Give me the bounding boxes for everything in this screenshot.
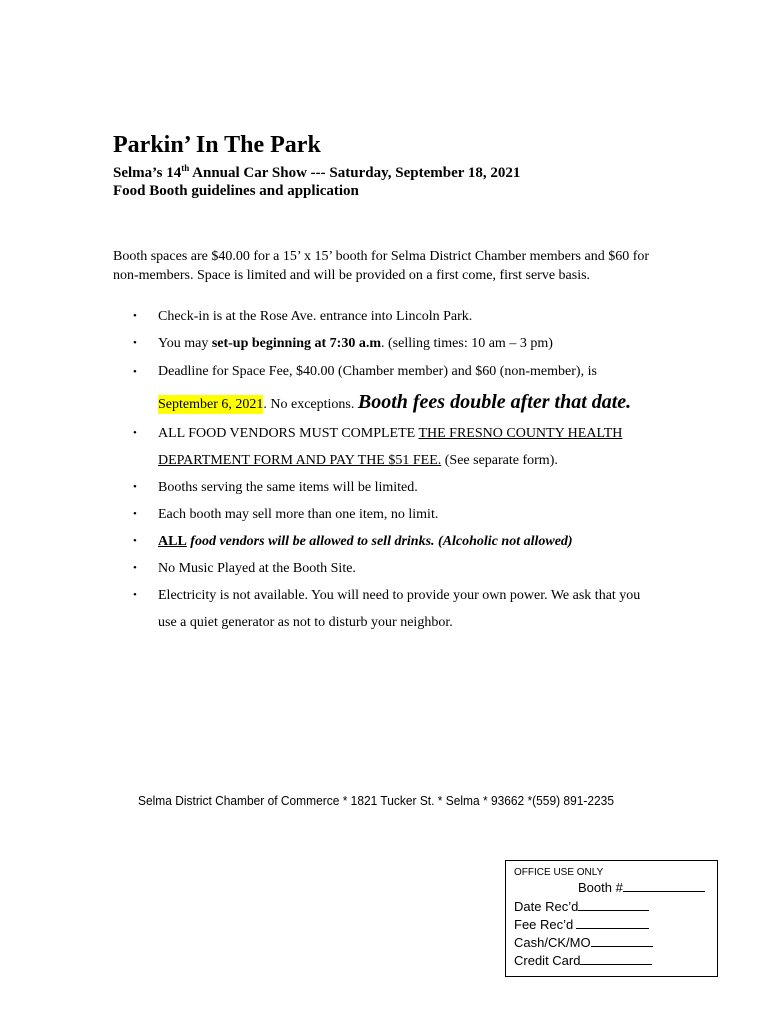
bullet-icon: • <box>133 508 137 520</box>
rule-electricity <box>113 582 658 636</box>
bullet-icon: • <box>133 535 137 547</box>
bullet-icon: • <box>133 481 137 493</box>
office-use-box <box>505 860 718 977</box>
rule-multiple-items <box>113 501 658 528</box>
rule-text: Deadline for Space Fee, $40.00 (Chamber member) and $60 (non-member), is <box>158 364 597 379</box>
footer-contact: Selma District Chamber of Commerce * 1821 Tucker St. * Selma * 93662 *(559) 891-2235 <box>138 793 614 808</box>
intro-paragraph: Booth spaces are $40.00 for a 15’ x 15’ booth for Selma District Chamber members and $60 for non-members. Space is limited and will be provided on a first come, first serve basis. <box>113 249 650 283</box>
rule-text: Check-in is at the Rose Ave. entrance into Lincoln Park. <box>158 309 473 324</box>
rule-text: No Music Played at the Booth Site. <box>158 561 356 576</box>
bullet-icon: • <box>133 562 137 574</box>
rule-text-bold: set-up beginning at 7:30 a.m <box>211 336 381 351</box>
rule-text-underlined: THE FRESNO COUNTY HEALTH DEPARTMENT FORM AND PAY THE $51 FEE. <box>158 426 623 468</box>
date-received-line <box>578 899 649 911</box>
deadline-date-highlight: September 6, 2021 <box>158 397 264 412</box>
rule-text: . (selling times: 10 am – 3 pm) <box>381 336 553 351</box>
rules-list <box>113 303 658 636</box>
payment-method-field[interactable] <box>514 935 653 950</box>
office-use-heading: OFFICE USE ONLY <box>514 867 604 878</box>
rule-text: You may <box>158 336 212 351</box>
booth-number-label: Booth # <box>578 880 623 895</box>
rule-drinks <box>113 528 658 555</box>
fee-received-field[interactable] <box>514 917 649 932</box>
event-subtitle-rest: Annual Car Show --- Saturday, September 18, 2021 <box>189 165 521 181</box>
page-title: Parkin’ In The Park <box>113 132 321 158</box>
booth-number-line <box>623 880 705 892</box>
bullet-icon: • <box>133 310 137 322</box>
rule-health-form <box>113 420 658 474</box>
rule-text: ALL FOOD VENDORS MUST COMPLETE <box>158 426 419 441</box>
guidelines-subtitle: Food Booth guidelines and application <box>113 183 359 199</box>
date-received-label: Date Rec’d <box>514 899 579 914</box>
rule-text-bold-italic: food vendors will be allowed to sell drinks. <box>186 534 435 549</box>
date-received-field[interactable] <box>514 899 649 914</box>
rule-text: (See separate form). <box>441 453 558 468</box>
rule-text: Each booth may sell more than one item, no limit. <box>158 507 439 522</box>
credit-card-label: Credit Card <box>514 953 581 968</box>
credit-card-field[interactable] <box>514 953 652 968</box>
fee-warning: Booth fees double after that date. <box>357 391 632 413</box>
fee-received-label: Fee Rec’d <box>514 917 574 932</box>
bullet-icon: • <box>133 589 137 601</box>
rule-text: Booths serving the same items will be limited. <box>158 480 418 495</box>
payment-method-line <box>591 935 653 947</box>
rule-text-emphasis: ALL <box>158 534 187 549</box>
rule-text: Electricity is not available. You will need to provide your own power. We ask that you use a quiet generator as not to disturb your neighbor. <box>158 588 641 630</box>
rule-no-music <box>113 555 658 582</box>
bullet-icon: • <box>133 366 137 378</box>
event-subtitle-prefix: Selma’s 14 <box>113 165 182 181</box>
rule-deadline <box>113 357 658 420</box>
rule-setup <box>113 330 658 357</box>
bullet-icon: • <box>133 337 137 349</box>
rule-text: . No exceptions. <box>263 397 358 412</box>
rule-same-items <box>113 474 658 501</box>
payment-method-label: Cash/CK/MO <box>514 935 591 950</box>
ordinal-suffix: th <box>181 163 190 173</box>
bullet-icon: • <box>133 427 137 439</box>
fee-received-line <box>576 917 649 929</box>
rule-text-bold-italic: (Alcoholic not allowed) <box>434 534 573 549</box>
rule-check-in <box>113 303 658 330</box>
event-subtitle <box>113 163 520 182</box>
booth-number-field[interactable] <box>578 880 705 895</box>
credit-card-line <box>580 953 652 965</box>
